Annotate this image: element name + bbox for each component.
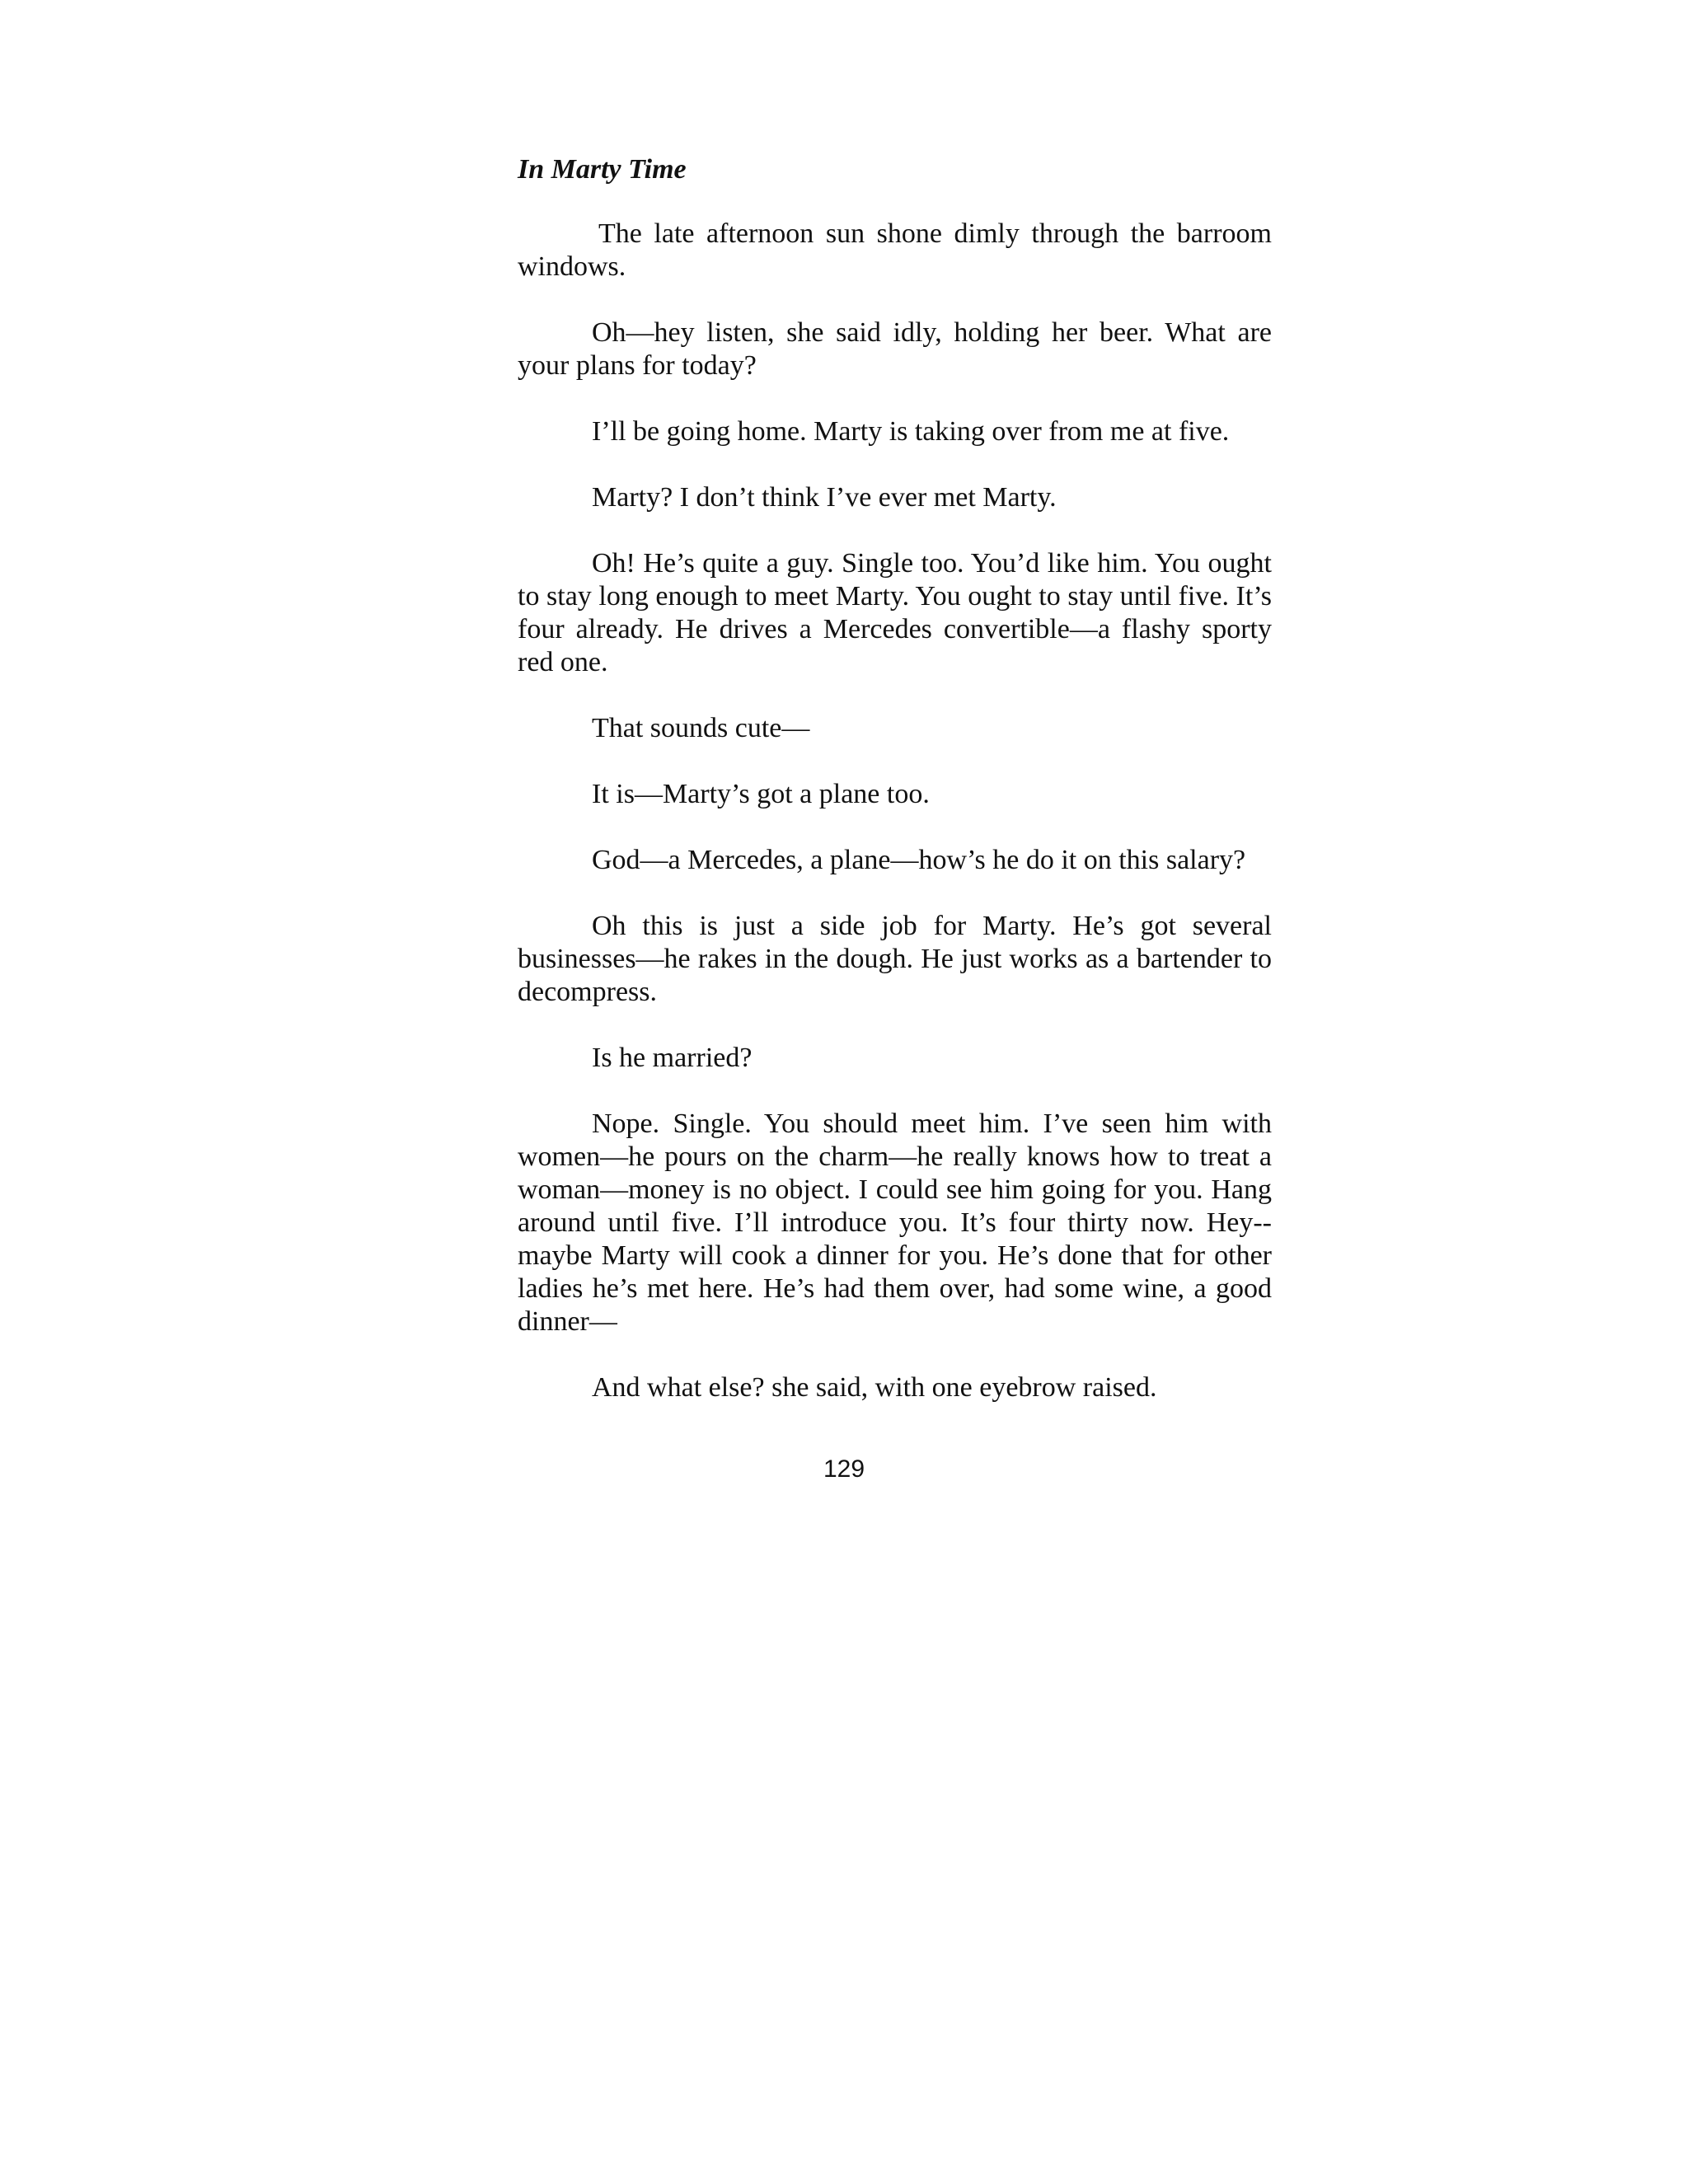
paragraph: I’ll be going home. Marty is taking over from me at five. [592,416,1230,447]
paragraph: Marty? I don’t think I’ve ever met Marty. [592,482,1057,513]
paragraph: Is he married? [592,1043,753,1073]
paragraph: The late afternoon sun shone dimly through the barroom windows. [518,218,1272,282]
paragraph: It is—Marty’s got a plane too. [592,779,930,809]
story-title: In Marty Time [518,154,687,185]
paragraph: Nope. Single. You should meet him. I’ve seen him with women—he pours on the charm—he really knows how to treat a woman—money is no object. I could see him going for you. Hang around until five. I’ll introduce you. It’s four thirty now. Hey--maybe Marty will cook a dinner for you. He’s done that for other ladies he’s met here. He’s had them over, had some wine, a good dinner— [518,1108,1272,1337]
paragraph: Oh this is just a side job for Marty. He’s got several businesses—he rakes in the dough. He just works as a bartender to decompress. [518,911,1272,1007]
page-number: 129 [823,1455,865,1483]
paragraph: Oh! He’s quite a guy. Single too. You’d like him. You ought to stay long enough to meet Marty. You ought to stay until five. It’s four already. He drives a Mercedes convertible—a flashy sporty red one. [518,548,1272,677]
paragraph: That sounds cute— [592,713,810,743]
paragraph: God—a Mercedes, a plane—how’s he do it on this salary? [592,845,1246,875]
paragraph: And what else? she said, with one eyebrow raised. [592,1372,1157,1403]
story-text [518,153,1272,1437]
paragraph: Oh—hey listen, she said idly, holding her beer. What are your plans for today? [518,317,1272,381]
